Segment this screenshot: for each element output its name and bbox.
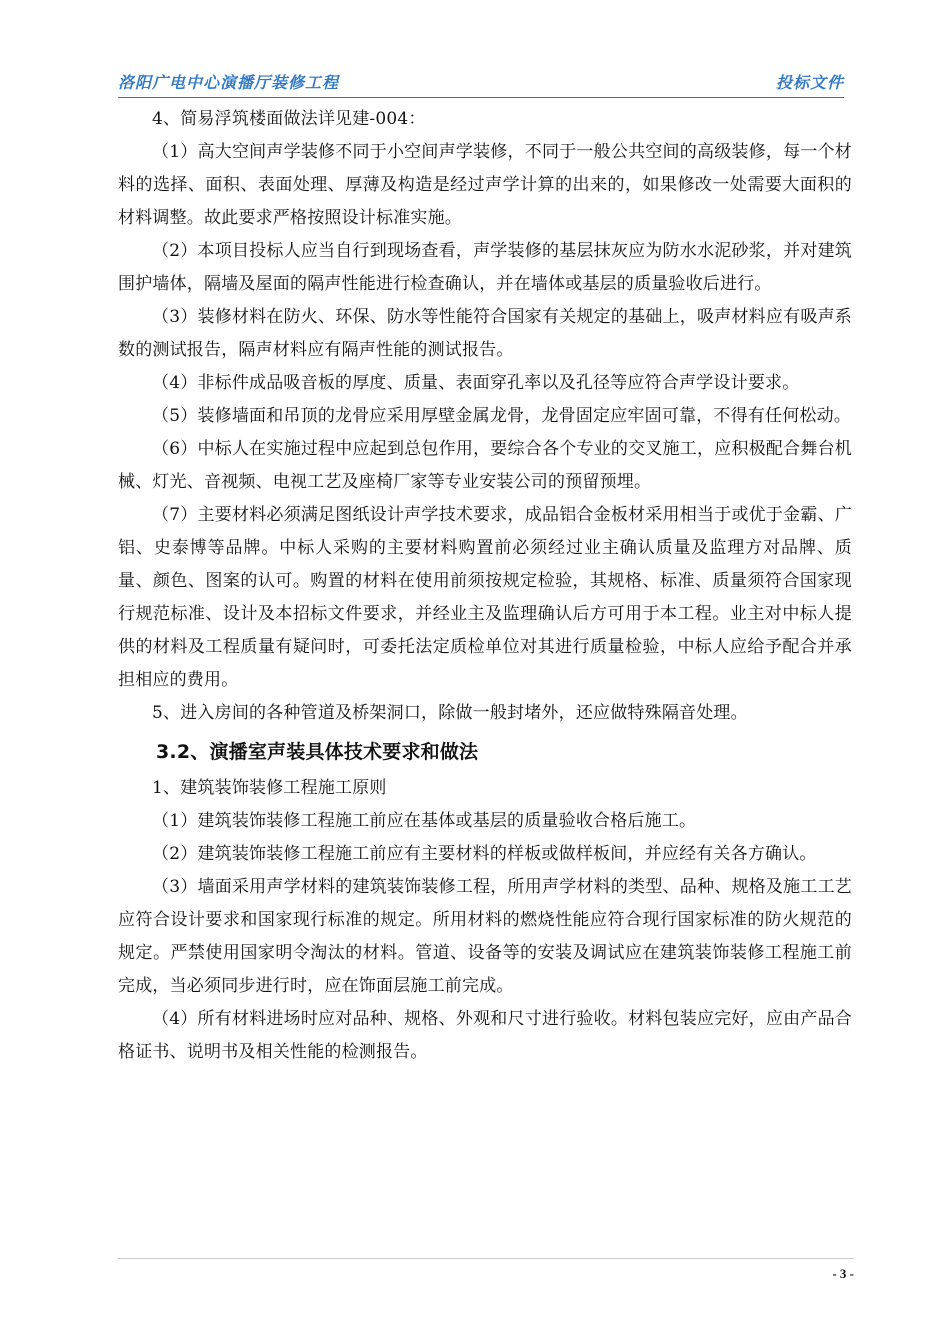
paragraph-principle-2: （2）建筑装饰装修工程施工前应有主要材料的样板或做样板间，并应经有关各方确认。 [152,844,817,864]
paragraph-principle-3: （3）墙面采用声学材料的建筑装饰装修工程，所用声学材料的类型、品种、规格及施工工艺应符合设计要求和国家现行标准的规定。所用材料的燃烧性能应符合现行国家标准的防火规范的规定。严禁使用国家明令淘汰的材料。管道、设备等的安装及调试应在建筑装饰装修工程施工前完成，当必须同步进行时，应在饰面层施工前完成。 [118,877,852,996]
paragraph-item-4: 4、简易浮筑楼面做法详见建-004： [152,109,426,129]
document-type: 投标文件 [775,73,844,92]
footer-divider [118,1258,854,1259]
paragraph-clause-1: （1）高大空间声学装修不同于小空间声学装修，不同于一般公共空间的高级装修，每一个材料的选择、面积、表面处理、厚薄及构造是经过声学计算的出来的，如果修改一处需要大面积的材料调整。故此要求严格按照设计标准实施。 [118,142,852,228]
paragraph-item-5: 5、进入房间的各种管道及桥架洞口，除做一般封堵外，还应做特殊隔音处理。 [152,703,748,723]
paragraph-clause-2: （2）本项目投标人应当自行到现场查看，声学装修的基层抹灰应为防水水泥砂浆，并对建筑围护墙体，隔墙及屋面的隔声性能进行检查确认，并在墙体或基层的质量验收后进行。 [118,241,852,294]
section-heading: 3.2、演播室声装具体技术要求和做法 [156,741,479,763]
page-number: - 3 - [832,1266,854,1281]
paragraph-principle-4: （4）所有材料进场时应对品种、规格、外观和尺寸进行验收。材料包装应完好，应由产品合格证书、说明书及相关性能的检测报告。 [118,1009,852,1062]
paragraph-clause-4: （4）非标件成品吸音板的厚度、质量、表面穿孔率以及孔径等应符合声学设计要求。 [152,373,800,393]
paragraph-clause-3: （3）装修材料在防火、环保、防水等性能符合国家有关规定的基础上，吸声材料应有吸声系数的测试报告，隔声材料应有隔声性能的测试报告。 [118,307,852,360]
paragraph-clause-5: （5）装修墙面和吊顶的龙骨应采用厚壁金属龙骨，龙骨固定应牢固可靠，不得有任何松动。 [152,406,852,426]
project-title: 洛阳广电中心演播厅装修工程 [118,73,340,92]
header-divider [118,97,844,98]
page-header [118,70,844,96]
paragraph-clause-7: （7）主要材料必须满足图纸设计声学技术要求，成品铝合金板材采用相当于或优于金霸、广铝、史泰博等品牌。中标人采购的主要材料购置前必须经过业主确认质量及监理方对品牌、质量、颜色、图案的认可。购置的材料在使用前须按规定检验，其规格、标准、质量须符合国家现行规范标准、设计及本招标文件要求，并经业主及监理确认后方可用于本工程。业主对中标人提供的材料及工程质量有疑问时，可委托法定质检单位对其进行质量检验，中标人应给予配合并承担相应的费用。 [118,505,852,690]
paragraph-principle-1: （1）建筑装饰装修工程施工前应在基体或基层的质量验收合格后施工。 [152,811,697,831]
paragraph-clause-6: （6）中标人在实施过程中应起到总包作用，要综合各个专业的交叉施工，应积极配合舞台机械、灯光、音视频、电视工艺及座椅厂家等专业安装公司的预留预埋。 [118,439,852,492]
paragraph-principle-title: 1、建筑装饰装修工程施工原则 [152,778,387,798]
document-body [118,103,852,1069]
